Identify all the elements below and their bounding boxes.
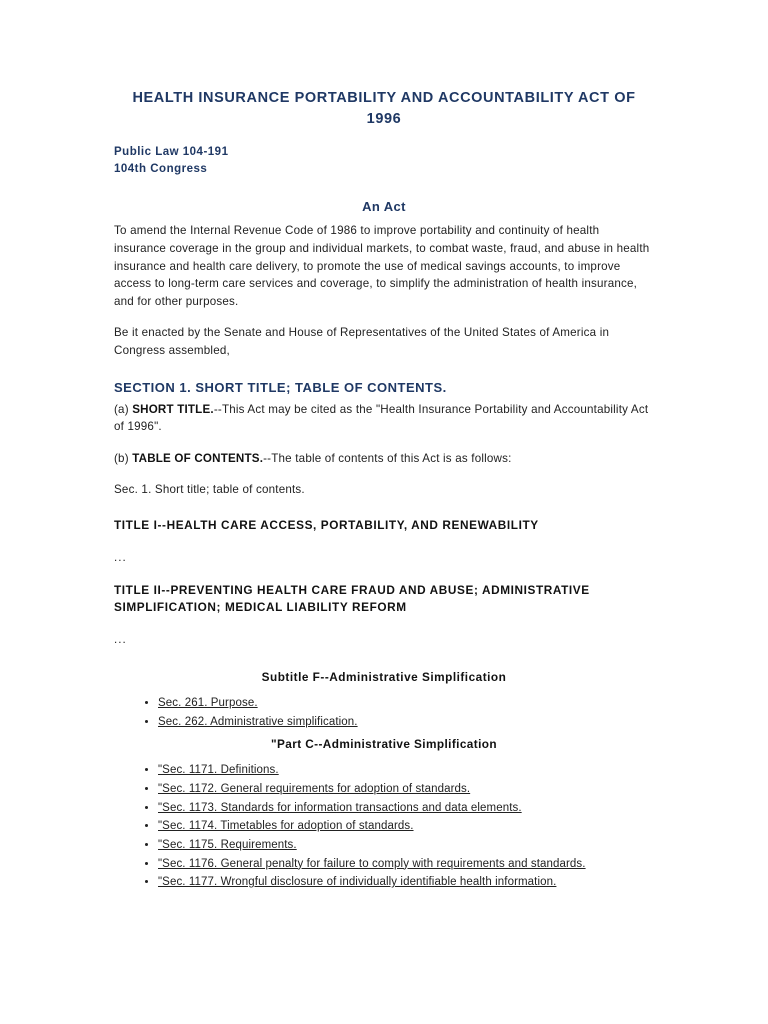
- document-content: [114, 88, 654, 892]
- subtitle-f-list: [114, 694, 654, 731]
- enactment-paragraph: Be it enacted by the Senate and House of Representatives of the United States of America in Congress assembled,: [114, 326, 610, 358]
- subsection-b-text: --The table of contents of this Act is as follows:: [263, 451, 512, 465]
- title-1-heading: TITLE I--HEALTH CARE ACCESS, PORTABILITY, AND RENEWABILITY: [114, 518, 539, 533]
- toc-entry-262: Sec. 262. Administrative simplification.: [158, 715, 358, 728]
- subsection-b-marker: (b): [114, 451, 129, 465]
- part-c-list: [114, 761, 654, 891]
- subtitle-f-heading: Subtitle F--Administrative Simplification: [261, 670, 507, 685]
- toc-entry-1173: "Sec. 1173. Standards for information transactions and data elements.: [158, 801, 522, 814]
- toc-entry-261: Sec. 261. Purpose.: [158, 697, 258, 710]
- subsection-a-lead: SHORT TITLE.: [132, 402, 214, 416]
- list-item: [158, 855, 654, 874]
- ellipsis-after-title-1: ...: [114, 550, 127, 564]
- toc-entry-1175: "Sec. 1175. Requirements.: [158, 838, 297, 851]
- public-law-line: Public Law 104-191: [114, 146, 229, 159]
- list-item: [158, 799, 654, 818]
- section-1-heading: SECTION 1. SHORT TITLE; TABLE OF CONTENTS.: [114, 379, 447, 395]
- list-item: [158, 817, 654, 836]
- list-item: [158, 761, 654, 780]
- sec-1-entry: Sec. 1. Short title; table of contents.: [114, 483, 305, 497]
- part-c-heading: "Part C--Administrative Simplification: [271, 737, 497, 752]
- toc-entry-1176: "Sec. 1176. General penalty for failure to comply with requirements and standards.: [158, 857, 586, 870]
- subsection-b-lead: TABLE OF CONTENTS.: [132, 451, 264, 465]
- toc-entry-1172: "Sec. 1172. General requirements for adoption of standards.: [158, 783, 471, 796]
- subsection-a: [114, 401, 654, 436]
- list-item: [158, 713, 654, 732]
- list-item: [158, 694, 654, 713]
- ellipsis-after-title-2: ...: [114, 633, 127, 647]
- subsection-a-marker: (a): [114, 402, 129, 416]
- purpose-paragraph: To amend the Internal Revenue Code of 1986 to improve portability and continuity of health insurance coverage in the group and individual markets, to combat waste, fraud, and abuse in health insurance and health care delivery, to promote the use of medical savings accounts, to improve access to long-term care services and coverage, to simplify the administration of health insurance, and for other purposes.: [114, 224, 650, 308]
- list-item: [158, 873, 654, 892]
- toc-entry-1171: "Sec. 1171. Definitions.: [158, 764, 279, 777]
- list-item: [158, 780, 654, 799]
- title-2-heading: TITLE II--PREVENTING HEALTH CARE FRAUD AND ABUSE; ADMINISTRATIVE SIMPLIFICATION; MEDICAL LIABILITY REFORM: [114, 582, 590, 615]
- toc-entry-1174: "Sec. 1174. Timetables for adoption of standards.: [158, 820, 414, 833]
- toc-entry-1177: "Sec. 1177. Wrongful disclosure of individually identifiable health information.: [158, 876, 557, 889]
- list-item: [158, 836, 654, 855]
- congress-line: 104th Congress: [114, 162, 208, 175]
- subsection-b: [114, 450, 654, 468]
- page-title: HEALTH INSURANCE PORTABILITY AND ACCOUNTABILITY ACT OF 1996: [132, 90, 636, 128]
- subsection-a-text: --This Act may be cited as the "Health Insurance Portability and Accountability Act of 1996".: [114, 402, 649, 434]
- an-act-heading: An Act: [362, 199, 406, 215]
